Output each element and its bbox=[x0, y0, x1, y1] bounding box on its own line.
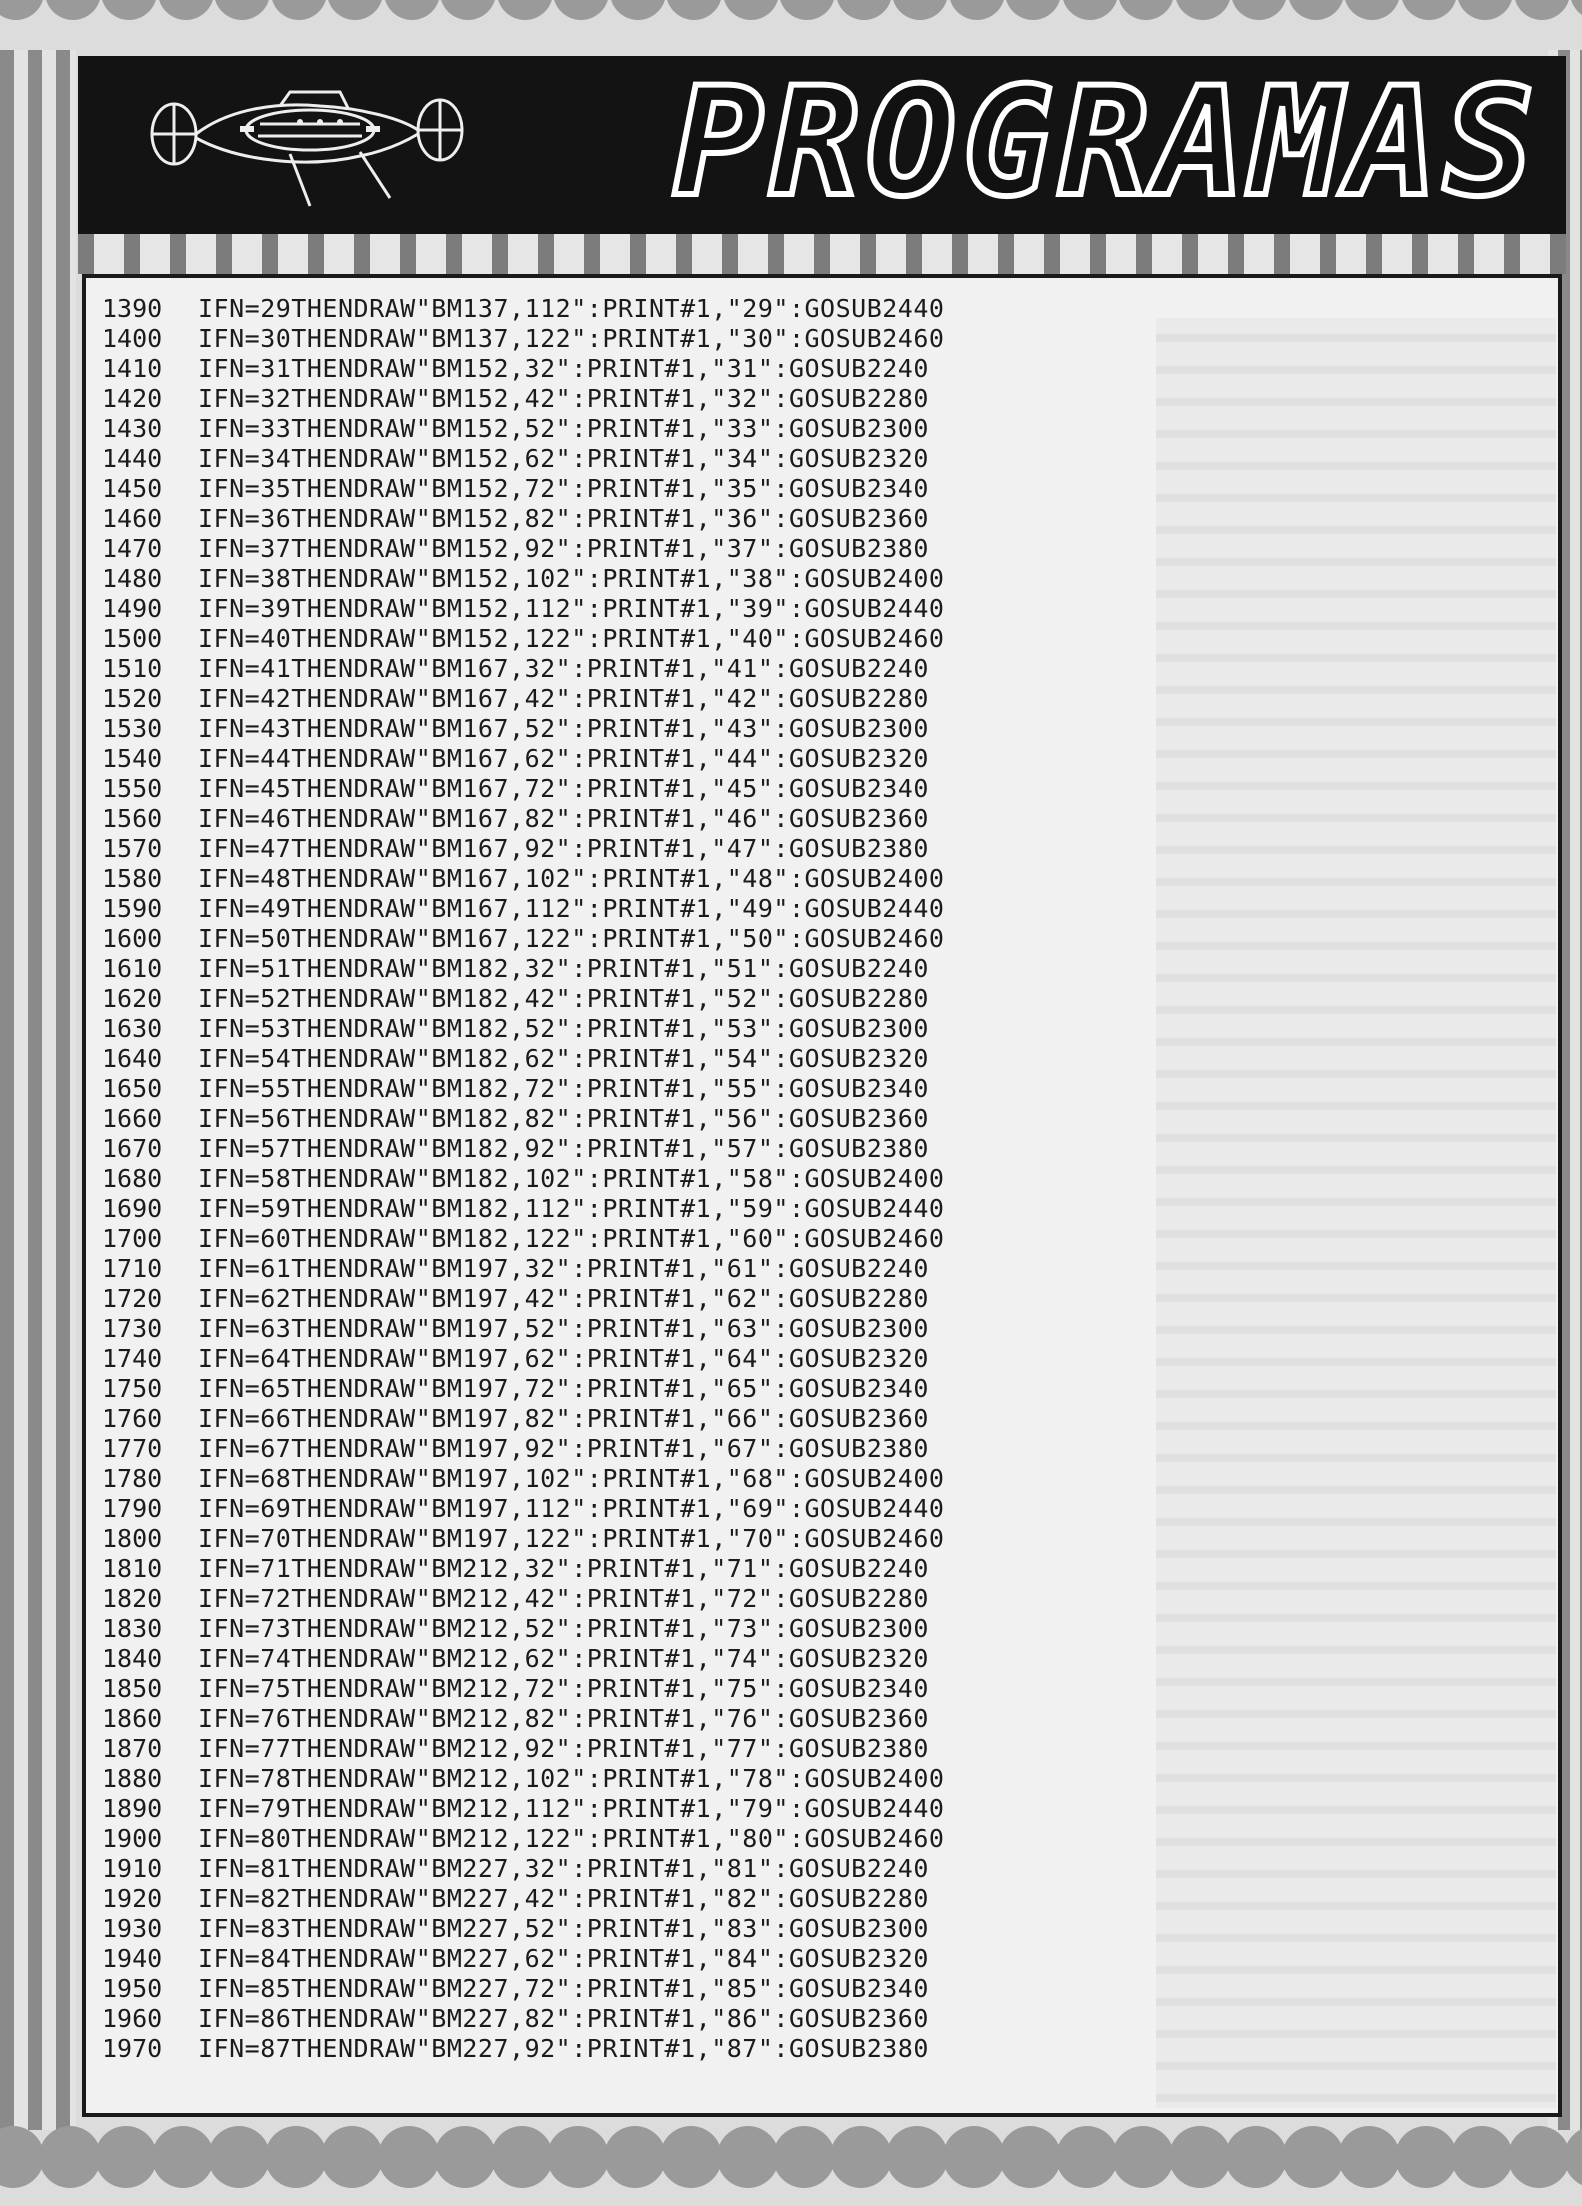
line-number: 1820 bbox=[102, 1584, 163, 1613]
border-dot bbox=[158, 0, 214, 20]
code-line bbox=[102, 1644, 944, 1674]
line-statement: IFN=73THENDRAW"BM212,52":PRINT#1,"73":GOSUB2300 bbox=[198, 1614, 929, 1643]
border-dot bbox=[604, 2126, 666, 2188]
line-number: 1400 bbox=[102, 324, 163, 353]
line-number: 1870 bbox=[102, 1734, 163, 1763]
basic-listing bbox=[102, 294, 944, 2064]
border-dot bbox=[1344, 0, 1400, 20]
border-dot bbox=[497, 0, 553, 20]
line-statement: IFN=34THENDRAW"BM152,62":PRINT#1,"34":GOSUB2320 bbox=[198, 444, 929, 473]
border-dot bbox=[1514, 0, 1570, 20]
line-statement: IFN=60THENDRAW"BM182,122":PRINT#1,"60":GOSUB2460 bbox=[198, 1224, 945, 1253]
line-number: 1850 bbox=[102, 1674, 163, 1703]
line-number: 1590 bbox=[102, 894, 163, 923]
line-number: 1510 bbox=[102, 654, 163, 683]
line-statement: IFN=74THENDRAW"BM212,62":PRINT#1,"74":GOSUB2320 bbox=[198, 1644, 929, 1673]
line-statement: IFN=43THENDRAW"BM167,52":PRINT#1,"43":GOSUB2300 bbox=[198, 714, 929, 743]
code-line bbox=[102, 1164, 944, 1194]
line-number: 1800 bbox=[102, 1524, 163, 1553]
code-line bbox=[102, 834, 944, 864]
line-statement: IFN=41THENDRAW"BM167,32":PRINT#1,"41":GOSUB2240 bbox=[198, 654, 929, 683]
border-dot bbox=[101, 0, 157, 20]
line-statement: IFN=81THENDRAW"BM227,32":PRINT#1,"81":GOSUB2240 bbox=[198, 1854, 929, 1883]
border-dot bbox=[440, 0, 496, 20]
code-line bbox=[102, 1464, 944, 1494]
line-number: 1600 bbox=[102, 924, 163, 953]
line-number: 1620 bbox=[102, 984, 163, 1013]
line-number: 1940 bbox=[102, 1944, 163, 1973]
line-statement: IFN=86THENDRAW"BM227,82":PRINT#1,"86":GOSUB2360 bbox=[198, 2004, 929, 2033]
line-number: 1840 bbox=[102, 1644, 163, 1673]
border-dot bbox=[378, 2126, 440, 2188]
line-statement: IFN=31THENDRAW"BM152,32":PRINT#1,"31":GOSUB2240 bbox=[198, 354, 929, 383]
line-statement: IFN=71THENDRAW"BM212,32":PRINT#1,"71":GOSUB2240 bbox=[198, 1554, 929, 1583]
line-number: 1470 bbox=[102, 534, 163, 563]
line-statement: IFN=79THENDRAW"BM212,112":PRINT#1,"79":GOSUB2440 bbox=[198, 1794, 945, 1823]
line-number: 1390 bbox=[102, 294, 163, 323]
code-line bbox=[102, 984, 944, 1014]
line-number: 1500 bbox=[102, 624, 163, 653]
code-line bbox=[102, 1224, 944, 1254]
line-number: 1960 bbox=[102, 2004, 163, 2033]
border-dot bbox=[1451, 2126, 1513, 2188]
code-line bbox=[102, 774, 944, 804]
code-line bbox=[102, 1344, 944, 1374]
code-line bbox=[102, 564, 944, 594]
code-line bbox=[102, 714, 944, 744]
line-number: 1640 bbox=[102, 1044, 163, 1073]
line-statement: IFN=84THENDRAW"BM227,62":PRINT#1,"84":GOSUB2320 bbox=[198, 1944, 929, 1973]
code-line bbox=[102, 1734, 944, 1764]
line-number: 1910 bbox=[102, 1854, 163, 1883]
line-number: 1760 bbox=[102, 1404, 163, 1433]
line-number: 1780 bbox=[102, 1464, 163, 1493]
border-dot bbox=[1169, 2126, 1231, 2188]
line-number: 1920 bbox=[102, 1884, 163, 1913]
code-line bbox=[102, 354, 944, 384]
code-line bbox=[102, 1374, 944, 1404]
line-number: 1830 bbox=[102, 1614, 163, 1643]
line-number: 1880 bbox=[102, 1764, 163, 1793]
line-number: 1490 bbox=[102, 594, 163, 623]
line-number: 1670 bbox=[102, 1134, 163, 1163]
line-statement: IFN=40THENDRAW"BM152,122":PRINT#1,"40":GOSUB2460 bbox=[198, 624, 945, 653]
code-line bbox=[102, 1944, 944, 1974]
top-dot-border bbox=[0, 0, 1582, 44]
border-dot bbox=[0, 0, 44, 20]
line-number: 1410 bbox=[102, 354, 163, 383]
line-number: 1740 bbox=[102, 1344, 163, 1373]
code-line bbox=[102, 324, 944, 354]
line-number: 1540 bbox=[102, 744, 163, 773]
code-line bbox=[102, 684, 944, 714]
line-statement: IFN=72THENDRAW"BM212,42":PRINT#1,"72":GOSUB2280 bbox=[198, 1584, 929, 1613]
border-dot bbox=[666, 0, 722, 20]
spaceship-icon bbox=[140, 78, 480, 212]
border-dot bbox=[0, 2126, 44, 2188]
border-dot bbox=[610, 0, 666, 20]
border-dot bbox=[95, 2126, 157, 2188]
line-statement: IFN=39THENDRAW"BM152,112":PRINT#1,"39":GOSUB2440 bbox=[198, 594, 945, 623]
line-number: 1890 bbox=[102, 1794, 163, 1823]
border-dot bbox=[1062, 0, 1118, 20]
border-dot bbox=[1112, 2126, 1174, 2188]
line-statement: IFN=44THENDRAW"BM167,62":PRINT#1,"44":GOSUB2320 bbox=[198, 744, 929, 773]
line-statement: IFN=38THENDRAW"BM152,102":PRINT#1,"38":GOSUB2400 bbox=[198, 564, 945, 593]
line-number: 1720 bbox=[102, 1284, 163, 1313]
border-dot bbox=[660, 2126, 722, 2188]
show-through-text bbox=[1156, 318, 1556, 2108]
border-dot bbox=[999, 2126, 1061, 2188]
code-line bbox=[102, 1974, 944, 2004]
line-number: 1930 bbox=[102, 1914, 163, 1943]
line-statement: IFN=29THENDRAW"BM137,112":PRINT#1,"29":GOSUB2440 bbox=[198, 294, 945, 323]
code-line bbox=[102, 1584, 944, 1614]
line-number: 1440 bbox=[102, 444, 163, 473]
line-number: 1750 bbox=[102, 1374, 163, 1403]
line-statement: IFN=51THENDRAW"BM182,32":PRINT#1,"51":GOSUB2240 bbox=[198, 954, 929, 983]
line-statement: IFN=75THENDRAW"BM212,72":PRINT#1,"75":GOSUB2340 bbox=[198, 1674, 929, 1703]
border-dot bbox=[1564, 2126, 1582, 2188]
line-statement: IFN=59THENDRAW"BM182,112":PRINT#1,"59":GOSUB2440 bbox=[198, 1194, 945, 1223]
line-statement: IFN=61THENDRAW"BM197,32":PRINT#1,"61":GOSUB2240 bbox=[198, 1254, 929, 1283]
border-dot bbox=[830, 2126, 892, 2188]
code-line bbox=[102, 1194, 944, 1224]
code-line bbox=[102, 1074, 944, 1104]
line-number: 1900 bbox=[102, 1824, 163, 1853]
line-number: 1460 bbox=[102, 504, 163, 533]
line-number: 1610 bbox=[102, 954, 163, 983]
line-number: 1450 bbox=[102, 474, 163, 503]
line-statement: IFN=56THENDRAW"BM182,82":PRINT#1,"56":GOSUB2360 bbox=[198, 1104, 929, 1133]
code-line bbox=[102, 1524, 944, 1554]
border-dot bbox=[1175, 0, 1231, 20]
code-listing-panel bbox=[82, 274, 1562, 2117]
line-statement: IFN=70THENDRAW"BM197,122":PRINT#1,"70":GOSUB2460 bbox=[198, 1524, 945, 1553]
line-statement: IFN=48THENDRAW"BM167,102":PRINT#1,"48":GOSUB2400 bbox=[198, 864, 945, 893]
code-line bbox=[102, 594, 944, 624]
line-statement: IFN=69THENDRAW"BM197,112":PRINT#1,"69":GOSUB2440 bbox=[198, 1494, 945, 1523]
border-dot bbox=[1282, 2126, 1344, 2188]
code-line bbox=[102, 1494, 944, 1524]
line-statement: IFN=57THENDRAW"BM182,92":PRINT#1,"57":GOSUB2380 bbox=[198, 1134, 929, 1163]
header-stripe-band bbox=[78, 234, 1566, 274]
line-statement: IFN=52THENDRAW"BM182,42":PRINT#1,"52":GOSUB2280 bbox=[198, 984, 929, 1013]
code-line bbox=[102, 1914, 944, 1944]
code-line bbox=[102, 1824, 944, 1854]
line-statement: IFN=37THENDRAW"BM152,92":PRINT#1,"37":GOSUB2380 bbox=[198, 534, 929, 563]
line-number: 1480 bbox=[102, 564, 163, 593]
code-line bbox=[102, 534, 944, 564]
line-statement: IFN=55THENDRAW"BM182,72":PRINT#1,"55":GOSUB2340 bbox=[198, 1074, 929, 1103]
border-dot bbox=[1056, 2126, 1118, 2188]
line-number: 1770 bbox=[102, 1434, 163, 1463]
border-dot bbox=[1118, 0, 1174, 20]
code-line bbox=[102, 924, 944, 954]
code-line bbox=[102, 1254, 944, 1284]
code-line bbox=[102, 1044, 944, 1074]
border-dot bbox=[434, 2126, 496, 2188]
code-line bbox=[102, 384, 944, 414]
line-statement: IFN=35THENDRAW"BM152,72":PRINT#1,"35":GOSUB2340 bbox=[198, 474, 929, 503]
line-statement: IFN=80THENDRAW"BM212,122":PRINT#1,"80":GOSUB2460 bbox=[198, 1824, 945, 1853]
line-statement: IFN=53THENDRAW"BM182,52":PRINT#1,"53":GOSUB2300 bbox=[198, 1014, 929, 1043]
line-statement: IFN=77THENDRAW"BM212,92":PRINT#1,"77":GOSUB2380 bbox=[198, 1734, 929, 1763]
border-dot bbox=[723, 0, 779, 20]
code-line bbox=[102, 624, 944, 654]
line-statement: IFN=50THENDRAW"BM167,122":PRINT#1,"50":GOSUB2460 bbox=[198, 924, 945, 953]
line-statement: IFN=64THENDRAW"BM197,62":PRINT#1,"64":GOSUB2320 bbox=[198, 1344, 929, 1373]
line-number: 1420 bbox=[102, 384, 163, 413]
border-dot bbox=[1338, 2126, 1400, 2188]
line-number: 1550 bbox=[102, 774, 163, 803]
line-statement: IFN=47THENDRAW"BM167,92":PRINT#1,"47":GOSUB2380 bbox=[198, 834, 929, 863]
code-line bbox=[102, 804, 944, 834]
line-number: 1650 bbox=[102, 1074, 163, 1103]
line-statement: IFN=42THENDRAW"BM167,42":PRINT#1,"42":GOSUB2280 bbox=[198, 684, 929, 713]
line-statement: IFN=83THENDRAW"BM227,52":PRINT#1,"83":GOSUB2300 bbox=[198, 1914, 929, 1943]
border-dot bbox=[547, 2126, 609, 2188]
code-line bbox=[102, 1404, 944, 1434]
border-dot bbox=[553, 0, 609, 20]
border-dot bbox=[717, 2126, 779, 2188]
border-dot bbox=[208, 2126, 270, 2188]
line-number: 1950 bbox=[102, 1974, 163, 2003]
border-dot bbox=[836, 0, 892, 20]
page-title: PROGRAMAS bbox=[673, 56, 1540, 230]
border-dot bbox=[327, 0, 383, 20]
line-number: 1580 bbox=[102, 864, 163, 893]
line-statement: IFN=76THENDRAW"BM212,82":PRINT#1,"76":GOSUB2360 bbox=[198, 1704, 929, 1733]
border-dot bbox=[214, 0, 270, 20]
line-number: 1690 bbox=[102, 1194, 163, 1223]
code-line bbox=[102, 1554, 944, 1584]
border-dot bbox=[265, 2126, 327, 2188]
line-statement: IFN=66THENDRAW"BM197,82":PRINT#1,"66":GOSUB2360 bbox=[198, 1404, 929, 1433]
code-line bbox=[102, 1014, 944, 1044]
code-line bbox=[102, 1614, 944, 1644]
border-dot bbox=[152, 2126, 214, 2188]
code-line bbox=[102, 1794, 944, 1824]
section-header bbox=[78, 56, 1566, 234]
code-line bbox=[102, 1704, 944, 1734]
line-statement: IFN=85THENDRAW"BM227,72":PRINT#1,"85":GOSUB2340 bbox=[198, 1974, 929, 2003]
code-line bbox=[102, 1434, 944, 1464]
line-statement: IFN=58THENDRAW"BM182,102":PRINT#1,"58":GOSUB2400 bbox=[198, 1164, 945, 1193]
line-number: 1790 bbox=[102, 1494, 163, 1523]
border-dot bbox=[1570, 0, 1582, 20]
border-dot bbox=[384, 0, 440, 20]
code-line bbox=[102, 2004, 944, 2034]
border-dot bbox=[773, 2126, 835, 2188]
code-line bbox=[102, 744, 944, 774]
code-line bbox=[102, 504, 944, 534]
line-statement: IFN=30THENDRAW"BM137,122":PRINT#1,"30":GOSUB2460 bbox=[198, 324, 945, 353]
code-line bbox=[102, 444, 944, 474]
code-line bbox=[102, 474, 944, 504]
line-number: 1570 bbox=[102, 834, 163, 863]
line-number: 1520 bbox=[102, 684, 163, 713]
border-dot bbox=[1231, 0, 1287, 20]
border-dot bbox=[1005, 0, 1061, 20]
code-line bbox=[102, 1104, 944, 1134]
line-number: 1530 bbox=[102, 714, 163, 743]
code-line bbox=[102, 294, 944, 324]
border-dot bbox=[45, 0, 101, 20]
line-number: 1860 bbox=[102, 1704, 163, 1733]
line-number: 1430 bbox=[102, 414, 163, 443]
line-number: 1810 bbox=[102, 1554, 163, 1583]
border-dot bbox=[949, 0, 1005, 20]
bottom-dot-border bbox=[0, 2126, 1582, 2206]
line-number: 1970 bbox=[102, 2034, 163, 2063]
border-dot bbox=[1225, 2126, 1287, 2188]
border-dot bbox=[321, 2126, 383, 2188]
line-statement: IFN=62THENDRAW"BM197,42":PRINT#1,"62":GOSUB2280 bbox=[198, 1284, 929, 1313]
code-line bbox=[102, 1314, 944, 1344]
border-dot bbox=[1288, 0, 1344, 20]
line-statement: IFN=87THENDRAW"BM227,92":PRINT#1,"87":GOSUB2380 bbox=[198, 2034, 929, 2063]
line-statement: IFN=33THENDRAW"BM152,52":PRINT#1,"33":GOSUB2300 bbox=[198, 414, 929, 443]
line-statement: IFN=54THENDRAW"BM182,62":PRINT#1,"54":GOSUB2320 bbox=[198, 1044, 929, 1073]
border-dot bbox=[1457, 0, 1513, 20]
code-line bbox=[102, 1854, 944, 1884]
border-dot bbox=[1401, 0, 1457, 20]
border-dot bbox=[491, 2126, 553, 2188]
line-statement: IFN=36THENDRAW"BM152,82":PRINT#1,"36":GOSUB2360 bbox=[198, 504, 929, 533]
border-dot bbox=[779, 0, 835, 20]
code-line bbox=[102, 2034, 944, 2064]
border-dot bbox=[886, 2126, 948, 2188]
line-number: 1700 bbox=[102, 1224, 163, 1253]
line-number: 1710 bbox=[102, 1254, 163, 1283]
line-statement: IFN=46THENDRAW"BM167,82":PRINT#1,"46":GOSUB2360 bbox=[198, 804, 929, 833]
line-number: 1660 bbox=[102, 1104, 163, 1133]
line-number: 1630 bbox=[102, 1014, 163, 1043]
code-line bbox=[102, 1884, 944, 1914]
code-line bbox=[102, 1674, 944, 1704]
line-statement: IFN=65THENDRAW"BM197,72":PRINT#1,"65":GOSUB2340 bbox=[198, 1374, 929, 1403]
line-statement: IFN=32THENDRAW"BM152,42":PRINT#1,"32":GOSUB2280 bbox=[198, 384, 929, 413]
left-stripe-border bbox=[0, 50, 76, 2130]
line-statement: IFN=49THENDRAW"BM167,112":PRINT#1,"49":GOSUB2440 bbox=[198, 894, 945, 923]
line-statement: IFN=67THENDRAW"BM197,92":PRINT#1,"67":GOSUB2380 bbox=[198, 1434, 929, 1463]
code-line bbox=[102, 894, 944, 924]
line-number: 1560 bbox=[102, 804, 163, 833]
border-dot bbox=[943, 2126, 1005, 2188]
border-dot bbox=[39, 2126, 101, 2188]
border-dot bbox=[1395, 2126, 1457, 2188]
line-number: 1680 bbox=[102, 1164, 163, 1193]
line-statement: IFN=68THENDRAW"BM197,102":PRINT#1,"68":GOSUB2400 bbox=[198, 1464, 945, 1493]
line-statement: IFN=63THENDRAW"BM197,52":PRINT#1,"63":GOSUB2300 bbox=[198, 1314, 929, 1343]
code-line bbox=[102, 654, 944, 684]
border-dot bbox=[1508, 2126, 1570, 2188]
line-statement: IFN=82THENDRAW"BM227,42":PRINT#1,"82":GOSUB2280 bbox=[198, 1884, 929, 1913]
code-line bbox=[102, 414, 944, 444]
code-line bbox=[102, 1134, 944, 1164]
code-line bbox=[102, 954, 944, 984]
border-dot bbox=[892, 0, 948, 20]
code-line bbox=[102, 1284, 944, 1314]
line-number: 1730 bbox=[102, 1314, 163, 1343]
border-dot bbox=[271, 0, 327, 20]
code-line bbox=[102, 864, 944, 894]
line-statement: IFN=78THENDRAW"BM212,102":PRINT#1,"78":GOSUB2400 bbox=[198, 1764, 945, 1793]
line-statement: IFN=45THENDRAW"BM167,72":PRINT#1,"45":GOSUB2340 bbox=[198, 774, 929, 803]
code-line bbox=[102, 1764, 944, 1794]
